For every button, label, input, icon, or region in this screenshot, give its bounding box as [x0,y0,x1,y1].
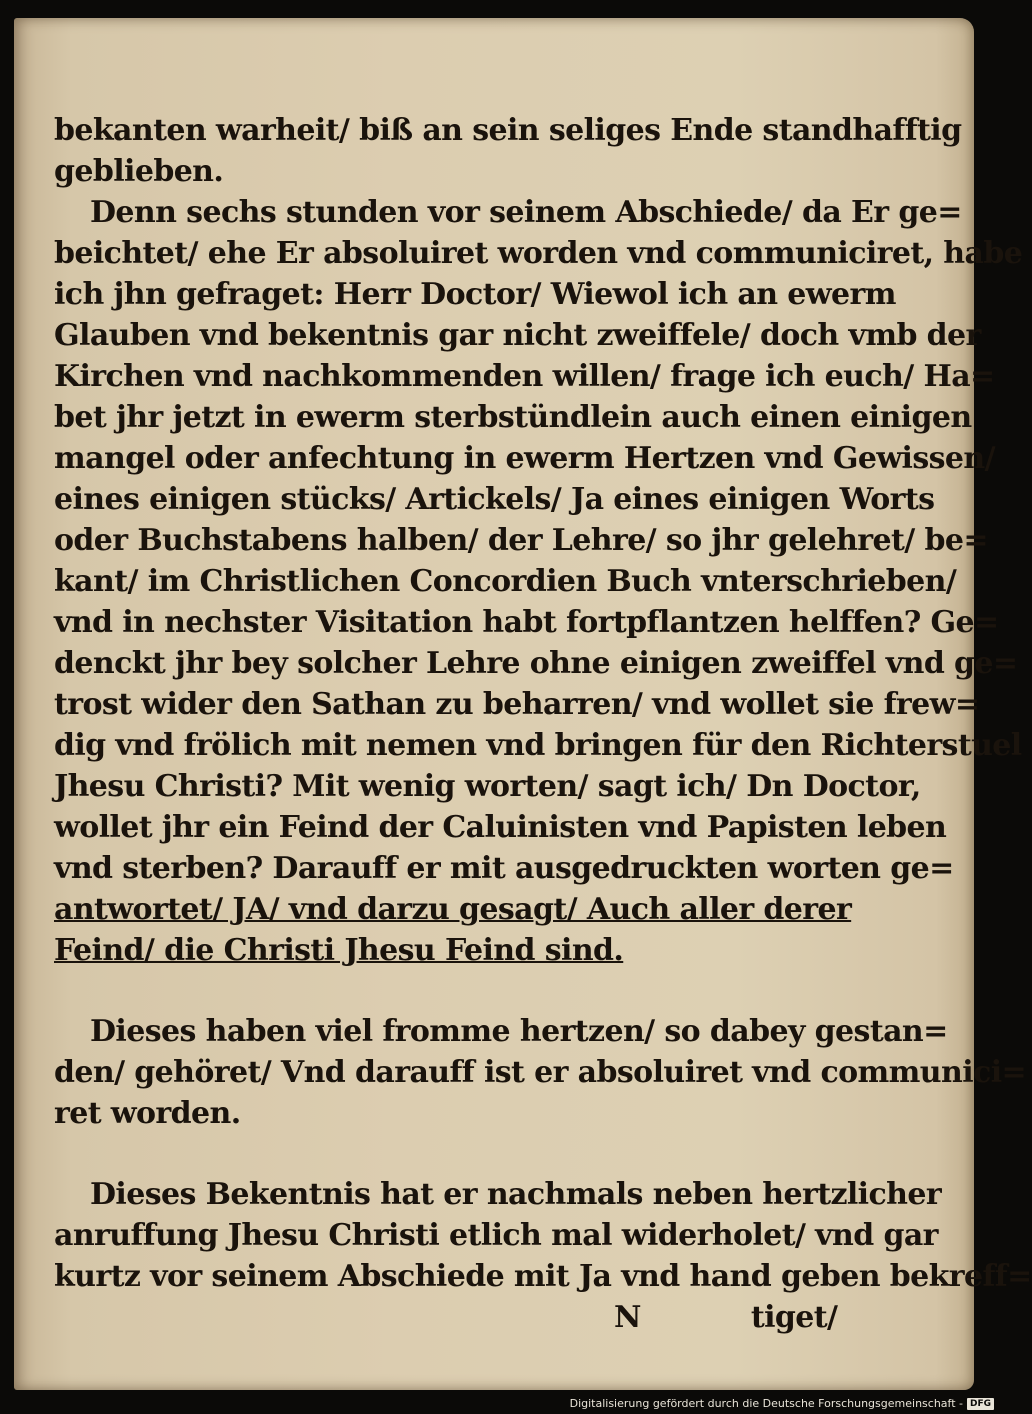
catchword: tiget/ [750,1300,838,1335]
text-line: trost wider den Sathan zu beharren/ vnd wollet sie frew= [54,687,980,722]
text-line: wollet jhr ein Feind der Caluinisten vnd Papisten leben [54,810,947,845]
text-line-underlined: antwortet/ JA/ vnd darzu gesagt/ Auch aller derer [54,892,852,927]
footer-text: Digitalisierung gefördert durch die Deutsche Forschungsgemeinschaft - [569,1397,963,1410]
text-line: Glauben vnd bekentnis gar nicht zweiffele/ doch vmb der [54,318,981,353]
text-line: Denn sechs stunden vor seinem Abschiede/ da Er ge= [90,195,962,230]
text-line: denckt jhr bey solcher Lehre ohne einigen zweiffel vnd ge= [54,646,1018,681]
text-line: anruffung Jhesu Christi etlich mal widerholet/ vnd gar [54,1218,938,1253]
signature-mark: N [614,1300,641,1335]
text-line: Kirchen vnd nachkommenden willen/ frage ich euch/ Ha= [54,359,995,394]
dfg-logo-icon: DFG [967,1398,994,1410]
text-line: Dieses haben viel fromme hertzen/ so dabey gestan= [90,1014,948,1049]
digitization-footer [570,1397,994,1410]
text-line: bet jhr jetzt in ewerm sterbstündlein auch einen einigen [54,400,972,435]
text-line: eines einigen stücks/ Artickels/ Ja eines einigen Worts [54,482,935,517]
text-line: vnd sterben? Darauff er mit ausgedruckten worten ge= [54,851,954,886]
text-line: ret worden. [54,1096,241,1131]
text-line-underlined: Feind/ die Christi Jhesu Feind sind. [54,933,624,968]
text-line: Jhesu Christi? Mit wenig worten/ sagt ich/ Dn Doctor, [54,769,921,804]
text-line: bekanten warheit/ biß an sein seliges Ende standhafftig [54,113,962,148]
text-line: dig vnd frölich mit nemen vnd bringen für den Richterstuel [54,728,1022,763]
text-line: ich jhn gefraget: Herr Doctor/ Wiewol ich an ewerm [54,277,896,312]
text-line: kurtz vor seinem Abschiede mit Ja vnd hand geben bekreff= [54,1259,1032,1294]
text-line: kant/ im Christlichen Concordien Buch vnterschrieben/ [54,564,957,599]
text-line: den/ gehöret/ Vnd darauff ist er absoluiret vnd communici= [54,1055,1027,1090]
text-line: geblieben. [54,154,224,189]
text-line: beichtet/ ehe Er absoluiret worden vnd communiciret, habe [54,236,1023,271]
text-line: Dieses Bekentnis hat er nachmals neben hertzlicher [90,1177,942,1212]
text-line: vnd in nechster Visitation habt fortpflantzen helffen? Ge= [54,605,999,640]
scanned-page [14,18,1032,1390]
page-text [54,110,1032,1338]
text-line: mangel oder anfechtung in ewerm Hertzen vnd Gewissen/ [54,441,995,476]
signature-line [54,1297,874,1338]
text-line: oder Buchstabens halben/ der Lehre/ so jhr gelehret/ be= [54,523,988,558]
